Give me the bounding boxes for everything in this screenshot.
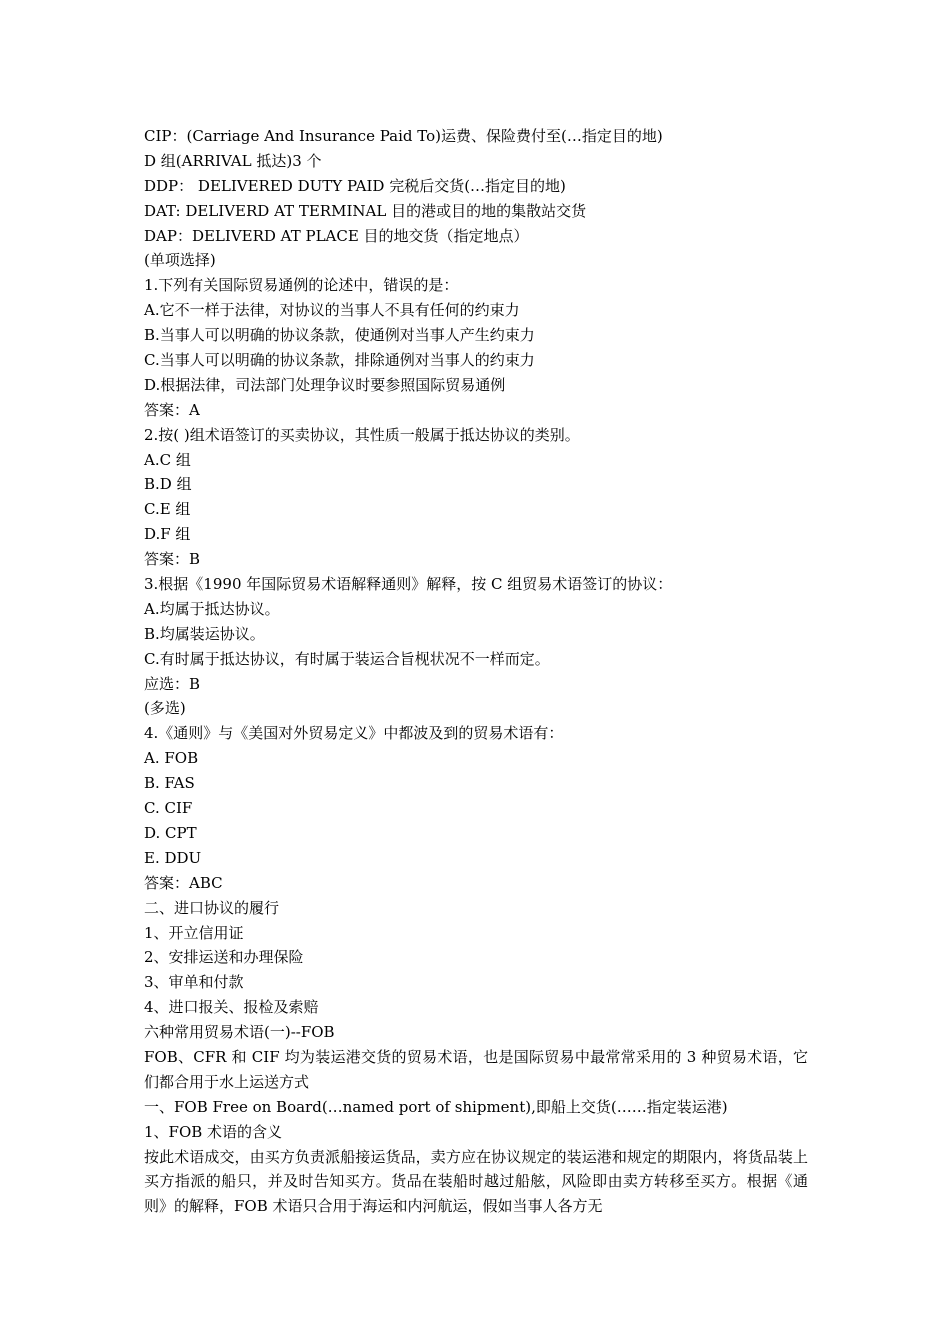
question-3-option-b: B.均属装运协议。: [144, 624, 265, 643]
paragraph-shipment-terms: FOB、CFR 和 CIF 均为装运港交货的贸易术语，也是国际贸易中最常常采用的 3 种贸易术语，它们都合用于水上运送方式: [144, 1047, 808, 1091]
question-2-option-a: A.C 组: [144, 450, 191, 469]
question-2: 2.按( )组术语签订的买卖协议，其性质一般属于抵达协议的类别。: [144, 425, 580, 444]
question-1-option-c: C.当事人可以明确的协议条款，排除通例对当事人的约束力: [144, 351, 535, 370]
text-line-ddp: DDP： DELIVERED DUTY PAID 完税后交货(…指定目的地): [144, 176, 566, 195]
text-line-dap: DAP：DELIVERD AT PLACE 目的地交货（指定地点）: [144, 226, 529, 245]
list-item-customs-claims: 4、进口报关、报检及索赔: [144, 998, 319, 1017]
question-4-option-e: E. DDU: [144, 848, 202, 867]
question-4: 4.《通则》与《美国对外贸易定义》中都波及到的贸易术语有：: [144, 724, 564, 743]
question-1-option-d: D.根据法律，司法部门处理争议时要参照国际贸易通例: [144, 375, 506, 394]
question-4-option-d: D. CPT: [144, 823, 197, 842]
question-2-option-d: D.F 组: [144, 525, 191, 544]
question-2-option-c: C.E 组: [144, 500, 191, 519]
question-4-option-b: B. FAS: [144, 774, 195, 793]
question-2-option-b: B.D 组: [144, 475, 192, 494]
paragraph-fob-meaning: 按此术语成交，由买方负责派船接运货品，卖方应在协议规定的装运港和规定的期限内，将货品装上买方指派的船只，并及时告知买方。货品在装船时越过船舷，风险即由卖方转移至买方。根据《通则》的解释，FOB 术语只合用于海运和内河航运，假如当事人各方无: [144, 1147, 808, 1216]
heading-six-trade-terms: 六种常用贸易术语(一)--FOB: [144, 1023, 335, 1042]
question-3-answer: 应选：B: [144, 674, 201, 693]
text-line-cip: CIP：(Carriage And Insurance Paid To)运费、保险费付至(…指定目的地): [144, 127, 663, 145]
question-3: 3.根据《1990 年国际贸易术语解释通则》解释，按 C 组贸易术语签订的协议：: [144, 575, 673, 594]
question-4-answer: 答案：ABC: [144, 873, 223, 892]
question-3-option-a: A.均属于抵达协议。: [144, 599, 280, 618]
question-4-option-a: A. FOB: [144, 749, 199, 768]
question-4-option-c: C. CIF: [144, 799, 193, 818]
question-1: 1.下列有关国际贸易通例的论述中，错误的是：: [144, 276, 459, 295]
question-1-answer: 答案：A: [144, 400, 200, 419]
heading-import-contract: 二、进口协议的履行: [144, 898, 280, 917]
question-2-answer: 答案：B: [144, 550, 201, 569]
list-item-letter-of-credit: 1、开立信用证: [144, 923, 244, 942]
question-1-option-a: A.它不一样于法律，对协议的当事人不具有任何的约束力: [144, 301, 520, 320]
text-line-d-group: D 组(ARRIVAL 抵达)3 个: [144, 151, 322, 170]
section-label-multiple-choice: (多选): [144, 699, 186, 718]
heading-fob: 一、FOB Free on Board(…named port of shipment),即船上交货(……指定装运港): [144, 1097, 728, 1116]
text-line-dat: DAT: DELIVERD AT TERMINAL 目的港或目的地的集散站交货: [144, 201, 587, 220]
question-1-option-b: B.当事人可以明确的协议条款，使通例对当事人产生约束力: [144, 326, 535, 345]
list-item-transport-insurance: 2、安排运送和办理保险: [144, 948, 304, 967]
list-item-review-payment: 3、审单和付款: [144, 973, 244, 992]
document-body: [144, 124, 808, 1219]
section-label-single-choice: (单项选择): [144, 251, 216, 270]
question-3-option-c: C.有时属于抵达协议，有时属于装运合旨枧状况不一样而定。: [144, 649, 550, 668]
heading-fob-meaning: 1、FOB 术语的含义: [144, 1122, 283, 1141]
